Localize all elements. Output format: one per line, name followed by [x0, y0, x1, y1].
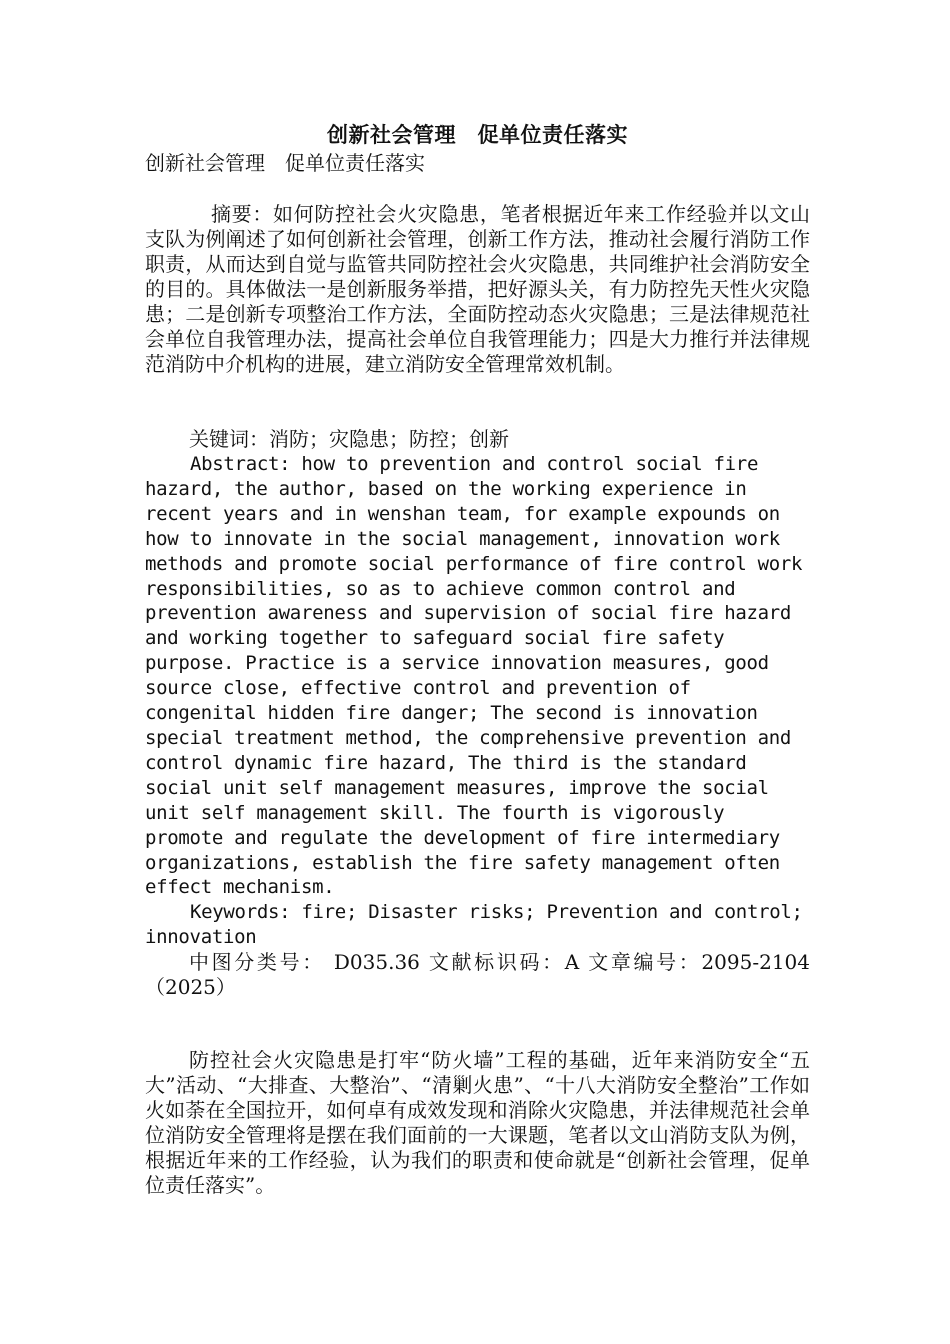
english-abstract: Abstract: how to prevention and control social fire hazard, the author, based on the working experience in recent years and in wenshan team, for example expounds on how to innovate in the social management, innovation work methods and promote social performance of fire control work responsibilities, so as to achieve common control and prevention awareness and supervision of social fire hazard and working together to safeguard social fire safety purpose. Practice is a service innovation measures, good source close, effective control and prevention of congenital hidden fire danger; The second is innovation special treatment method, the comprehensive prevention and control dynamic fire hazard, The third is the standard social unit self management measures, improve the social unit self management skill. The fourth is vigorously promote and regulate the development of fire intermediary organizations, establish the fire safety management often effect mechanism.	[145, 453, 803, 899]
chinese-keywords: 关键词：消防；灾隐患；防控；创新	[189, 427, 509, 451]
document-page	[145, 120, 810, 1198]
spacer	[145, 1000, 810, 1048]
spacer	[145, 377, 810, 427]
classification-line: 中图分类号： D035.36 文献标识码：A 文章编号：2095-2104（2025）	[145, 950, 810, 1000]
english-keywords: Keywords: fire; Disaster risks; Prevention and control; innovation	[145, 901, 803, 949]
article-title: 创新社会管理 促单位责任落实	[327, 122, 628, 147]
article-subtitle: 创新社会管理 促单位责任落实	[145, 151, 425, 175]
body-paragraph: 防控社会火灾隐患是打牢“防火墙”工程的基础，近年来消防安全“五大”活动、“大排查、大整治”、“清剿火患”、“十八大消防安全整治”工作如火如荼在全国拉开，如何卓有成效发现和消除火灾隐患，并法律规范社会单位消防安全管理将是摆在我们面前的一大课题，笔者以文山消防支队为例，根据近年来的工作经验，认为我们的职责和使命就是“创新社会管理，促单位责任落实”。	[145, 1048, 810, 1198]
chinese-abstract: 摘要：如何防控社会火灾隐患，笔者根据近年来工作经验并以文山支队为例阐述了如何创新社会管理，创新工作方法，推动社会履行消防工作职责，从而达到自觉与监管共同防控社会火灾隐患，共同维护社会消防安全的目的。具体做法一是创新服务举措，把好源头关，有力防控先天性火灾隐患；二是创新专项整治工作方法，全面防控动态火灾隐患；三是法律规范社会单位自我管理办法，提高社会单位自我管理能力；四是大力推行并法律规范消防中介机构的进展，建立消防安全管理常效机制。	[145, 202, 810, 376]
